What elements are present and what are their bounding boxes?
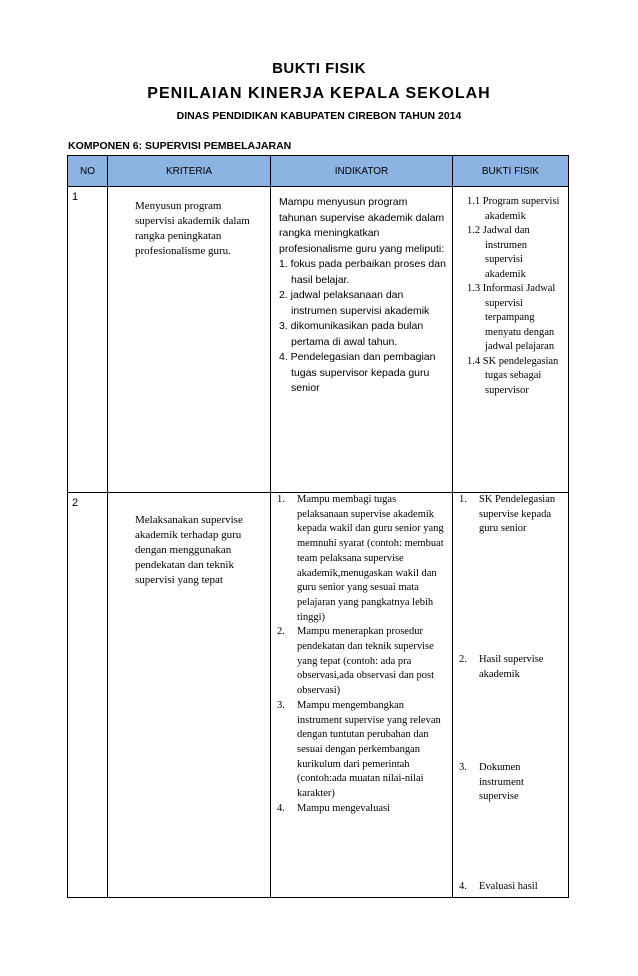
agency-line: DINAS PENDIDIKAN KABUPATEN CIREBON TAHUN 2014 [176, 110, 462, 122]
item-number: 3. [459, 762, 467, 773]
cell-bukti-fisik [453, 493, 569, 898]
item-text: SK Pendelegasian supervise kepada guru senior [479, 494, 556, 535]
cell-no [68, 187, 108, 493]
indikator-item: 3. dikomunikasikan pada bulan pertama di awal tahun. [279, 320, 424, 348]
item-number: 1. [277, 494, 285, 505]
item-number: 1. [459, 494, 467, 505]
table-row [68, 187, 569, 493]
indikator-item [277, 699, 448, 802]
indikator-item: 4. Pendelegasian dan pembagian tugas supervisor kepada guru senior [279, 351, 436, 394]
item-text: Evaluasi hasil [479, 881, 538, 892]
item-number: 4. [277, 802, 285, 814]
table-row [68, 493, 569, 898]
indikator-item: 1. fokus pada perbaikan proses dan hasil belajar. [279, 258, 446, 286]
bukti-item: 1.3 Informasi Jadwal supervisi terpampang menyatu dengan jadwal pelajaran [467, 283, 556, 352]
item-text: Mampu mengevaluasi [297, 802, 391, 814]
bukti-item: 1.1 Program supervisi akademik [467, 196, 560, 222]
indikator-item [277, 802, 448, 817]
bukti-item [459, 493, 564, 537]
column-header-indikator: INDIKATOR [271, 156, 453, 187]
bukti-item: 1.2 Jadwal dan instrumen supervisi akademik [467, 225, 530, 280]
item-text: Mampu menerapkan prosedur pendekatan dan teknik supervise yang tepat (contoh: ada pra observasi,ada observasi dan post observasi) [297, 626, 435, 697]
column-header-bukti-fisik: BUKTI FISIK [453, 156, 569, 187]
bukti-item [459, 653, 564, 682]
indikator-item: 2. jadwal pelaksanaan dan instrumen supervisi akademik [279, 289, 430, 317]
document-title: BUKTI FISIK [272, 60, 366, 77]
item-number: 2. [459, 654, 467, 665]
indikator-item [277, 625, 448, 699]
row-number: 1 [72, 191, 79, 203]
column-header-no: NO [68, 156, 108, 187]
row-number: 2 [72, 497, 79, 509]
bukti-item [459, 761, 564, 805]
cell-no [68, 493, 108, 898]
item-number: 4. [459, 881, 467, 892]
cell-indikator [271, 187, 453, 493]
kriteria-text: Melaksanakan supervise akademik terhadap guru dengan menggunakan pendekatan dan teknik supervisi yang tepat [135, 514, 243, 586]
component-heading: KOMPONEN 6: SUPERVISI PEMBELAJARAN [68, 140, 292, 152]
cell-bukti-fisik [453, 187, 569, 493]
indikator-item [277, 493, 448, 625]
item-number: 3. [277, 699, 285, 711]
column-header-kriteria: KRITERIA [108, 156, 271, 187]
item-text: Mampu mengembangkan instrument supervise yang relevan dengan tuntutan perubahan dan sesuai dengan perkembangan kurikulum dari pemerintah (contoh:ada muatan nilai-nilai karakter) [297, 699, 441, 800]
item-text: Mampu membagi tugas pelaksanaan supervise akademik kepada wakil dan guru senior yang memnuhi syarat (contoh: membuat team pelaksana supervise akademik,menugaskan wakil dan guru senior yang sesuai mata pelajaran yang pangkatnya lebih tinggi) [297, 494, 444, 623]
cell-indikator [271, 493, 453, 898]
table-header-row [68, 156, 569, 187]
item-text: Hasil supervise akademik [479, 654, 544, 680]
bukti-item [459, 880, 564, 895]
item-text: Dokumen instrument supervise [479, 762, 524, 803]
bukti-item: 1.4 SK pendelegasian tugas sebagai supervisor [467, 355, 559, 396]
document-subtitle: PENILAIAN KINERJA KEPALA SEKOLAH [147, 85, 491, 102]
cell-kriteria [108, 187, 271, 493]
evidence-table [67, 155, 569, 898]
cell-kriteria [108, 493, 271, 898]
indikator-intro: Mampu menyusun program tahunan supervise akademik dalam rangka meningkatkan profesionalisme guru yang meliputi: [279, 196, 445, 255]
kriteria-text: Menyusun program supervisi akademik dalam rangka peningkatan profesionalisme guru. [135, 200, 250, 257]
item-number: 2. [277, 626, 285, 638]
